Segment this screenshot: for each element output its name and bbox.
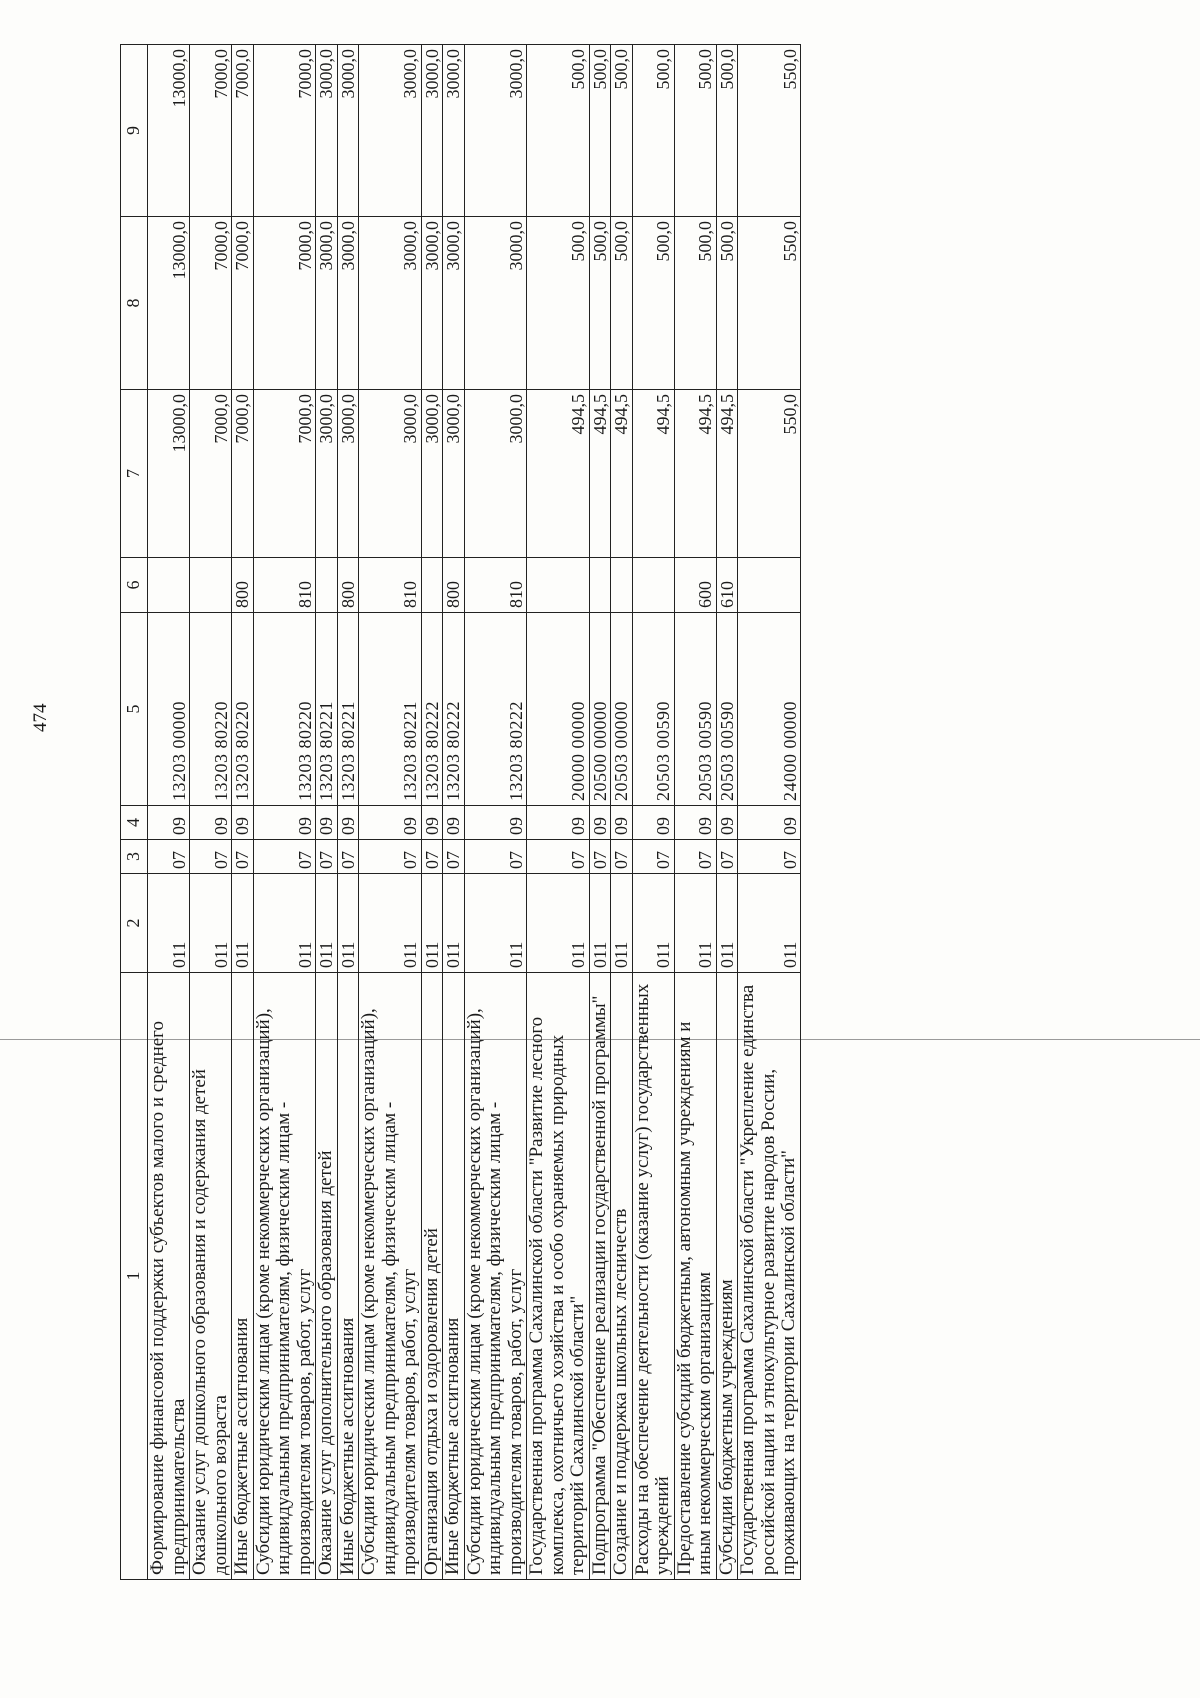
row-expense-type-cell: 600 [674, 558, 716, 613]
row-amount-cell: 3000,0 [337, 390, 359, 558]
row-expense-type-cell: 800 [337, 558, 359, 613]
row-subsection-cell: 09 [421, 806, 443, 840]
row-code-cell: 011 [421, 874, 443, 973]
table-row [611, 45, 633, 1580]
row-target-article-cell: 20000 00000 [527, 613, 590, 806]
header-cell: 7 [121, 390, 148, 558]
row-code-cell: 011 [316, 874, 338, 973]
row-section-cell: 07 [632, 840, 674, 874]
row-code-cell: 011 [190, 874, 232, 973]
row-amount-cell: 3000,0 [464, 390, 527, 558]
row-name-cell: Подпрограмма "Обеспечение реализации государственной программы" [589, 973, 611, 1580]
row-subsection-cell: 09 [253, 806, 316, 840]
row-name-cell: Организация отдыха и оздоровления детей [421, 973, 443, 1580]
row-amount-cell: 500,0 [716, 217, 738, 390]
row-target-article-cell: 13203 00000 [148, 613, 190, 806]
table-row [716, 45, 738, 1580]
row-section-cell: 07 [359, 840, 422, 874]
row-target-article-cell: 20503 00000 [611, 613, 633, 806]
row-expense-type-cell [589, 558, 611, 613]
row-section-cell: 07 [232, 840, 254, 874]
row-section-cell: 07 [421, 840, 443, 874]
row-amount-cell: 7000,0 [232, 217, 254, 390]
row-amount-cell: 3000,0 [359, 45, 422, 217]
row-amount-cell: 3000,0 [443, 217, 465, 390]
row-amount-cell: 500,0 [611, 45, 633, 217]
row-subsection-cell: 09 [148, 806, 190, 840]
row-name-cell: Предоставление субсидий бюджетным, автономным учреждениям и иным некоммерческим организациям [674, 973, 716, 1580]
row-subsection-cell: 09 [190, 806, 232, 840]
row-name-cell: Государственная программа Сахалинской области "Укрепление единства российской нации и этнокультурное развитие народов России, проживающих на территории Сахалинской области" [738, 973, 801, 1580]
row-name-cell: Субсидии юридическим лицам (кроме некоммерческих организаций), индивидуальным предпринимателям, физическим лицам - производителям товаров, работ, услуг [253, 973, 316, 1580]
row-name-cell: Оказание услуг дошкольного образования и содержания детей дошкольного возраста [190, 973, 232, 1580]
row-expense-type-cell: 810 [464, 558, 527, 613]
row-amount-cell: 3000,0 [359, 217, 422, 390]
row-target-article-cell: 20503 00590 [632, 613, 674, 806]
row-amount-cell: 550,0 [738, 217, 801, 390]
header-cell: 5 [121, 613, 148, 806]
row-amount-cell: 500,0 [632, 217, 674, 390]
row-target-article-cell: 13203 80220 [190, 613, 232, 806]
row-section-cell: 07 [464, 840, 527, 874]
row-code-cell: 011 [632, 874, 674, 973]
row-section-cell: 07 [316, 840, 338, 874]
row-amount-cell: 3000,0 [421, 217, 443, 390]
row-amount-cell: 7000,0 [190, 217, 232, 390]
row-name-cell: Субсидии юридическим лицам (кроме некоммерческих организаций), индивидуальным предпринимателям, физическим лицам - производителям товаров, работ, услуг [359, 973, 422, 1580]
row-amount-cell: 7000,0 [232, 390, 254, 558]
row-amount-cell: 3000,0 [316, 217, 338, 390]
row-expense-type-cell [421, 558, 443, 613]
row-amount-cell: 550,0 [738, 390, 801, 558]
table-row [190, 45, 232, 1580]
row-expense-type-cell [190, 558, 232, 613]
row-subsection-cell: 09 [232, 806, 254, 840]
table-row [443, 45, 465, 1580]
row-amount-cell: 13000,0 [148, 217, 190, 390]
row-name-cell: Субсидии бюджетным учреждениям [716, 973, 738, 1580]
row-amount-cell: 500,0 [527, 45, 590, 217]
row-code-cell: 011 [527, 874, 590, 973]
row-section-cell: 07 [337, 840, 359, 874]
table-row [674, 45, 716, 1580]
row-amount-cell: 494,5 [716, 390, 738, 558]
row-code-cell: 011 [253, 874, 316, 973]
row-amount-cell: 494,5 [632, 390, 674, 558]
row-target-article-cell: 13203 80221 [316, 613, 338, 806]
table-row [359, 45, 422, 1580]
row-amount-cell: 3000,0 [316, 390, 338, 558]
header-cell: 3 [121, 840, 148, 874]
row-code-cell: 011 [464, 874, 527, 973]
row-amount-cell: 494,5 [611, 390, 633, 558]
row-target-article-cell: 13203 80220 [232, 613, 254, 806]
row-subsection-cell: 09 [464, 806, 527, 840]
header-cell: 4 [121, 806, 148, 840]
header-row [121, 45, 148, 1580]
row-expense-type-cell: 810 [359, 558, 422, 613]
header-cell: 6 [121, 558, 148, 613]
row-subsection-cell: 09 [738, 806, 801, 840]
row-name-cell: Расходы на обеспечение деятельности (оказание услуг) государственных учреждений [632, 973, 674, 1580]
row-target-article-cell: 24000 00000 [738, 613, 801, 806]
row-section-cell: 07 [611, 840, 633, 874]
row-target-article-cell: 13203 80220 [253, 613, 316, 806]
row-amount-cell: 7000,0 [253, 390, 316, 558]
row-code-cell: 011 [611, 874, 633, 973]
row-amount-cell: 500,0 [527, 217, 590, 390]
row-subsection-cell: 09 [632, 806, 674, 840]
row-amount-cell: 3000,0 [316, 45, 338, 217]
row-subsection-cell: 09 [359, 806, 422, 840]
row-expense-type-cell: 610 [716, 558, 738, 613]
row-target-article-cell: 20503 00590 [716, 613, 738, 806]
row-target-article-cell: 20503 00590 [674, 613, 716, 806]
row-amount-cell: 7000,0 [253, 217, 316, 390]
row-code-cell: 011 [443, 874, 465, 973]
row-amount-cell: 500,0 [589, 45, 611, 217]
row-code-cell: 011 [148, 874, 190, 973]
row-name-cell: Государственная программа Сахалинской области "Развитие лесного комплекса, охотничьего хозяйства и особо охраняемых природных территорий Сахалинской области" [527, 973, 590, 1580]
row-amount-cell: 500,0 [674, 217, 716, 390]
row-amount-cell: 3000,0 [421, 390, 443, 558]
row-subsection-cell: 09 [611, 806, 633, 840]
row-code-cell: 011 [337, 874, 359, 973]
row-expense-type-cell [316, 558, 338, 613]
row-section-cell: 07 [674, 840, 716, 874]
row-expense-type-cell: 800 [232, 558, 254, 613]
header-cell: 2 [121, 874, 148, 973]
row-amount-cell: 13000,0 [148, 45, 190, 217]
row-section-cell: 07 [190, 840, 232, 874]
row-amount-cell: 7000,0 [253, 45, 316, 217]
row-expense-type-cell [738, 558, 801, 613]
row-name-cell: Создание и поддержка школьных лесничеств [611, 973, 633, 1580]
row-amount-cell: 500,0 [674, 45, 716, 217]
table-row [232, 45, 254, 1580]
row-amount-cell: 3000,0 [337, 217, 359, 390]
header-cell: 1 [121, 973, 148, 1580]
row-expense-type-cell [527, 558, 590, 613]
row-section-cell: 07 [589, 840, 611, 874]
rotated-table-container [120, 45, 1050, 1580]
row-code-cell: 011 [359, 874, 422, 973]
table-row [527, 45, 590, 1580]
row-amount-cell: 7000,0 [190, 45, 232, 217]
row-target-article-cell: 13203 80221 [359, 613, 422, 806]
row-section-cell: 07 [527, 840, 590, 874]
row-expense-type-cell [632, 558, 674, 613]
row-name-cell: Формирование финансовой поддержки субъектов малого и среднего предпринимательства [148, 973, 190, 1580]
row-subsection-cell: 09 [527, 806, 590, 840]
row-amount-cell: 3000,0 [337, 45, 359, 217]
row-target-article-cell: 13203 80222 [464, 613, 527, 806]
row-code-cell: 011 [674, 874, 716, 973]
row-code-cell: 011 [232, 874, 254, 973]
row-amount-cell: 3000,0 [443, 45, 465, 217]
row-name-cell: Субсидии юридическим лицам (кроме некоммерческих организаций), индивидуальным предпринимателям, физическим лицам - производителям товаров, работ, услуг [464, 973, 527, 1580]
row-amount-cell: 494,5 [589, 390, 611, 558]
table-row [632, 45, 674, 1580]
table-row [464, 45, 527, 1580]
row-target-article-cell: 13203 80222 [421, 613, 443, 806]
row-subsection-cell: 09 [674, 806, 716, 840]
row-expense-type-cell: 800 [443, 558, 465, 613]
row-subsection-cell: 09 [443, 806, 465, 840]
row-section-cell: 07 [148, 840, 190, 874]
row-amount-cell: 3000,0 [359, 390, 422, 558]
row-subsection-cell: 09 [589, 806, 611, 840]
row-code-cell: 011 [589, 874, 611, 973]
row-amount-cell: 550,0 [738, 45, 801, 217]
row-code-cell: 011 [716, 874, 738, 973]
row-amount-cell: 3000,0 [464, 217, 527, 390]
row-amount-cell: 494,5 [674, 390, 716, 558]
row-amount-cell: 7000,0 [190, 390, 232, 558]
row-target-article-cell: 20500 00000 [589, 613, 611, 806]
row-subsection-cell: 09 [316, 806, 338, 840]
table-row [316, 45, 338, 1580]
row-expense-type-cell [611, 558, 633, 613]
row-target-article-cell: 13203 80222 [443, 613, 465, 806]
row-amount-cell: 3000,0 [421, 45, 443, 217]
table-row [421, 45, 443, 1580]
row-section-cell: 07 [738, 840, 801, 874]
table-row [589, 45, 611, 1580]
row-section-cell: 07 [716, 840, 738, 874]
table-row [337, 45, 359, 1580]
row-name-cell: Оказание услуг дополнительного образования детей [316, 973, 338, 1580]
row-amount-cell: 494,5 [527, 390, 590, 558]
table-row [253, 45, 316, 1580]
row-target-article-cell: 13203 80221 [337, 613, 359, 806]
row-code-cell: 011 [738, 874, 801, 973]
row-amount-cell: 7000,0 [232, 45, 254, 217]
row-amount-cell: 3000,0 [464, 45, 527, 217]
row-subsection-cell: 09 [337, 806, 359, 840]
row-amount-cell: 500,0 [716, 45, 738, 217]
row-subsection-cell: 09 [716, 806, 738, 840]
row-name-cell: Иные бюджетные ассигнования [443, 973, 465, 1580]
page-number: 474 [30, 703, 51, 732]
header-cell: 8 [121, 217, 148, 390]
row-expense-type-cell: 810 [253, 558, 316, 613]
row-section-cell: 07 [253, 840, 316, 874]
row-amount-cell: 500,0 [611, 217, 633, 390]
row-amount-cell: 500,0 [632, 45, 674, 217]
row-amount-cell: 3000,0 [443, 390, 465, 558]
row-name-cell: Иные бюджетные ассигнования [232, 973, 254, 1580]
table-row [148, 45, 190, 1580]
row-expense-type-cell [148, 558, 190, 613]
row-amount-cell: 13000,0 [148, 390, 190, 558]
table-row [738, 45, 801, 1580]
row-name-cell: Иные бюджетные ассигнования [337, 973, 359, 1580]
header-cell: 9 [121, 45, 148, 217]
budget-table [120, 44, 801, 1580]
row-section-cell: 07 [443, 840, 465, 874]
row-amount-cell: 500,0 [589, 217, 611, 390]
